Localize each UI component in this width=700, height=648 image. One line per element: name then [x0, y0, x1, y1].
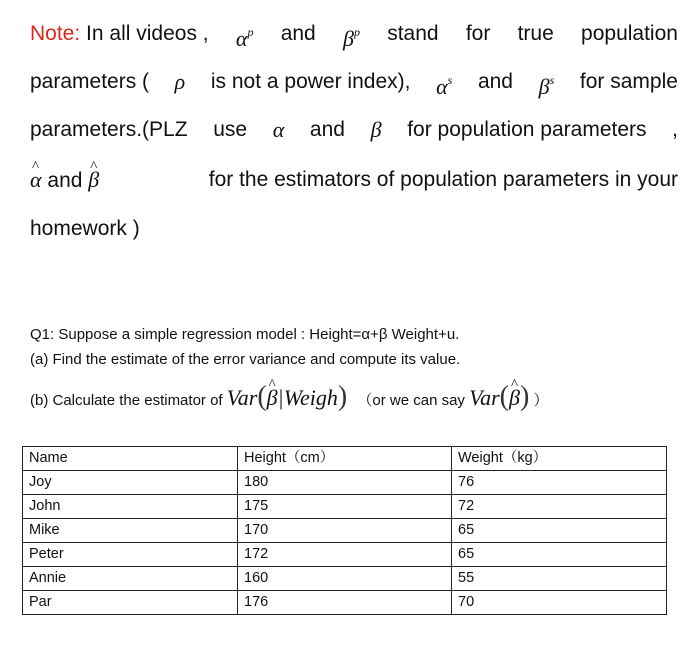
var-formula-2: Var(^ β): [469, 385, 529, 410]
cell-weight: 65: [452, 519, 667, 543]
note-line-2: parameters ( ρ is not a power index), $\alpha^s$ and $\beta^s$ for sample: [30, 62, 678, 102]
var-formula-1: Var(^ β|Weigh): [227, 385, 347, 410]
table-row: [23, 519, 667, 543]
alpha-s-symbol: $\alpha^s$: [436, 73, 453, 99]
question-a: (a) Find the estimate of the error variance and compute its value.: [30, 351, 461, 368]
rho-symbol: ρ: [174, 69, 186, 94]
cell-name: Joy: [23, 471, 238, 495]
table-row: [23, 567, 667, 591]
question-q1: Q1: Suppose a simple regression model : Height=α+β Weight+u.: [30, 326, 460, 343]
table-row: [23, 591, 667, 615]
beta-hat-symbol: ^ β: [88, 160, 99, 200]
cell-weight: 70: [452, 591, 667, 615]
cell-weight: 76: [452, 471, 667, 495]
cell-name: Mike: [23, 519, 238, 543]
table-row: [23, 495, 667, 519]
cell-weight: 65: [452, 543, 667, 567]
cell-weight: 55: [452, 567, 667, 591]
cell-height: 175: [238, 495, 452, 519]
cell-height: 170: [238, 519, 452, 543]
note-line-5: homework ): [30, 217, 140, 240]
cell-name: Peter: [23, 543, 238, 567]
header-name: Name: [23, 447, 238, 471]
cell-name: Par: [23, 591, 238, 615]
note-line-1: Note: In all videos , $\alpha^p$ and $\beta^p$ stand for true population: [30, 14, 678, 54]
cell-weight: 72: [452, 495, 667, 519]
cell-height: 176: [238, 591, 452, 615]
note-line-4: ^ α and ^ β for the estimators of population parameters in your: [30, 160, 678, 200]
beta-p-symbol: $\beta^p$: [342, 25, 360, 51]
header-weight: Weight（kg）: [452, 447, 667, 471]
alpha-hat-symbol: ^ α: [30, 160, 42, 200]
note-label: Note:: [30, 22, 81, 45]
table-header-row: [23, 447, 667, 471]
cell-height: 180: [238, 471, 452, 495]
question-b: (b) Calculate the estimator of Var(^ β|Weigh) （or we can say Var(^ β) ）: [30, 381, 548, 413]
note-line-3: parameters.(PLZ use α and β for population parameters ,: [30, 110, 678, 150]
cell-height: 160: [238, 567, 452, 591]
alpha-p-symbol: $\alpha^p$: [235, 25, 254, 51]
cell-name: John: [23, 495, 238, 519]
table-row: [23, 543, 667, 567]
cell-height: 172: [238, 543, 452, 567]
cell-name: Annie: [23, 567, 238, 591]
header-height: Height（cm）: [238, 447, 452, 471]
table-row: [23, 471, 667, 495]
beta-symbol: β: [370, 117, 382, 142]
data-table: [22, 446, 667, 615]
alpha-symbol: α: [272, 117, 285, 142]
beta-s-symbol: $\beta^s$: [538, 73, 555, 99]
